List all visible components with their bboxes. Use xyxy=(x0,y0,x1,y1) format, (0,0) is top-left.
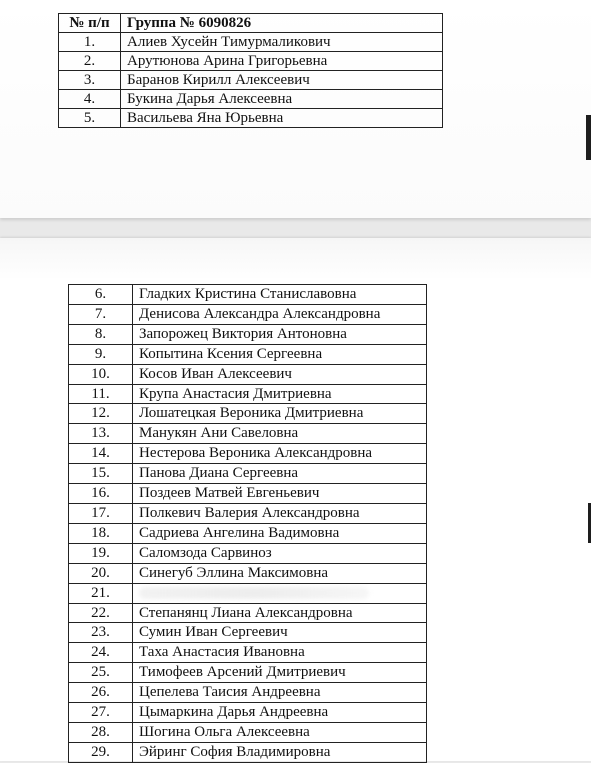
student-name: Гладких Кристина Станиславовна xyxy=(133,285,427,305)
table-row xyxy=(69,404,427,424)
table-row xyxy=(59,109,443,128)
table-row xyxy=(69,742,427,762)
student-name: Саломзода Сарвиноз xyxy=(133,543,427,563)
table-row xyxy=(69,503,427,523)
table-row xyxy=(69,304,427,324)
table-row xyxy=(69,344,427,364)
row-number: 22. xyxy=(69,603,133,623)
student-name: Нестерова Вероника Александровна xyxy=(133,444,427,464)
table-row xyxy=(69,722,427,742)
table-row xyxy=(69,484,427,504)
row-number: 19. xyxy=(69,543,133,563)
table-row xyxy=(59,33,443,52)
row-number: 9. xyxy=(69,344,133,364)
student-name: Таха Анастасия Ивановна xyxy=(133,643,427,663)
student-name: Баранов Кирилл Алексеевич xyxy=(121,71,443,90)
row-number: 14. xyxy=(69,444,133,464)
column-header-group: Группа № 6090826 xyxy=(121,14,443,33)
row-number: 26. xyxy=(69,683,133,703)
student-name: Синегуб Эллина Максимовна xyxy=(133,563,427,583)
student-name: Садриева Ангелина Вадимовна xyxy=(133,523,427,543)
row-number: 10. xyxy=(69,364,133,384)
table-row xyxy=(69,424,427,444)
student-name: Поздеев Матвей Евгеньевич xyxy=(133,484,427,504)
table-row xyxy=(69,523,427,543)
student-name: Степанянц Лиана Александровна xyxy=(133,603,427,623)
row-number: 3. xyxy=(59,71,121,90)
student-name: Манукян Ани Савеловна xyxy=(133,424,427,444)
student-name: Денисова Александра Александровна xyxy=(133,304,427,324)
student-name: Цепелева Таисия Андреевна xyxy=(133,683,427,703)
student-name: Алиев Хусейн Тимурмаликович xyxy=(121,33,443,52)
student-name: Копытина Ксения Сергеевна xyxy=(133,344,427,364)
scan-edge-mark xyxy=(586,115,591,160)
table-row xyxy=(59,90,443,109)
table-row xyxy=(69,683,427,703)
student-list-table-top xyxy=(58,13,443,128)
row-number: 20. xyxy=(69,563,133,583)
row-number: 5. xyxy=(59,109,121,128)
table-row xyxy=(69,643,427,663)
student-name xyxy=(133,583,427,603)
table-row xyxy=(69,444,427,464)
table-row xyxy=(59,52,443,71)
row-number: 23. xyxy=(69,623,133,643)
student-list-table-bottom xyxy=(68,284,427,763)
table-row xyxy=(69,464,427,484)
row-number: 17. xyxy=(69,503,133,523)
row-number: 13. xyxy=(69,424,133,444)
row-number: 6. xyxy=(69,285,133,305)
row-number: 1. xyxy=(59,33,121,52)
row-number: 2. xyxy=(59,52,121,71)
student-name: Шогина Ольга Алексеевна xyxy=(133,722,427,742)
student-name: Арутюнова Арина Григорьевна xyxy=(121,52,443,71)
column-header-number: № п/п xyxy=(59,14,121,33)
student-name: Эйринг София Владимировна xyxy=(133,742,427,762)
student-name: Лошатецкая Вероника Дмитриевна xyxy=(133,404,427,424)
student-name: Тимофеев Арсений Дмитриевич xyxy=(133,663,427,683)
table-row xyxy=(59,71,443,90)
table-row xyxy=(69,364,427,384)
table-row xyxy=(69,623,427,643)
table-header-row xyxy=(59,14,443,33)
table-row xyxy=(69,384,427,404)
student-name: Букина Дарья Алексеевна xyxy=(121,90,443,109)
student-name: Косов Иван Алексеевич xyxy=(133,364,427,384)
table-row xyxy=(69,603,427,623)
row-number: 24. xyxy=(69,643,133,663)
row-number: 4. xyxy=(59,90,121,109)
row-number: 27. xyxy=(69,703,133,723)
row-number: 7. xyxy=(69,304,133,324)
row-number: 28. xyxy=(69,722,133,742)
row-number: 29. xyxy=(69,742,133,762)
table-row xyxy=(69,543,427,563)
student-name: Крупа Анастасия Дмитриевна xyxy=(133,384,427,404)
row-number: 15. xyxy=(69,464,133,484)
row-number: 21. xyxy=(69,583,133,603)
student-name: Сумин Иван Сергеевич xyxy=(133,623,427,643)
table-row xyxy=(69,324,427,344)
redacted-name-blur xyxy=(139,587,369,599)
row-number: 18. xyxy=(69,523,133,543)
student-name: Васильева Яна Юрьевна xyxy=(121,109,443,128)
student-name: Запорожец Виктория Антоновна xyxy=(133,324,427,344)
table-row xyxy=(69,563,427,583)
row-number: 25. xyxy=(69,663,133,683)
table-row xyxy=(69,663,427,683)
row-number: 11. xyxy=(69,384,133,404)
student-name: Полкевич Валерия Александровна xyxy=(133,503,427,523)
student-name: Панова Диана Сергеевна xyxy=(133,464,427,484)
table-row xyxy=(69,703,427,723)
table-row xyxy=(69,583,427,603)
row-number: 8. xyxy=(69,324,133,344)
student-name: Цымаркина Дарья Андреевна xyxy=(133,703,427,723)
row-number: 12. xyxy=(69,404,133,424)
table-row xyxy=(69,285,427,305)
row-number: 16. xyxy=(69,484,133,504)
